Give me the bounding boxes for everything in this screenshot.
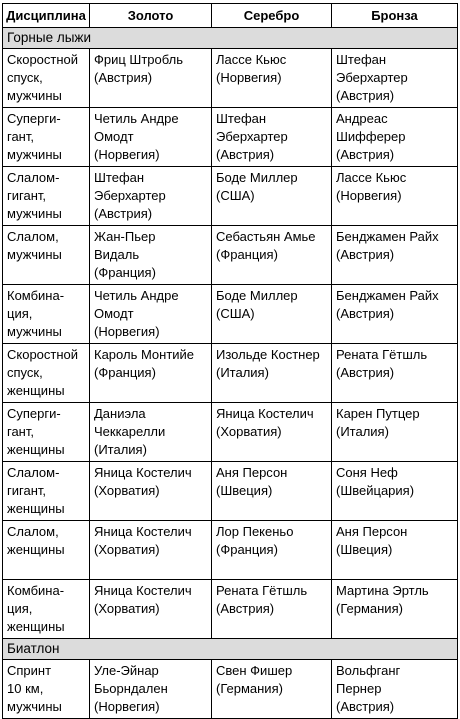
cell-text: Уле-Эйнар Бьорндален (Норвегия) [94,663,168,714]
cell-text: Штефан Эберхартер (Австрия) [216,111,288,162]
cell-text: Суперги- гант, женщины [7,406,65,457]
cell-text: Комбина- ция, мужчины [7,288,65,339]
cell-text: Рената Гётшль (Австрия) [216,583,308,616]
silver-cell [212,403,332,462]
table-row [3,660,458,719]
cell-text: Комбина- ция, женщины [7,583,65,634]
discipline-cell [3,580,90,639]
table-row [3,344,458,403]
cell-text: Изольде Костнер (Италия) [216,347,320,380]
silver-cell [212,167,332,226]
cell-text: Жан-Пьер Видаль (Франция) [94,229,156,280]
gold-cell [90,344,212,403]
discipline-cell [3,167,90,226]
cell-text: Боде Миллер (США) [216,170,298,203]
cell-text: Слалом- гигант, мужчины [7,170,62,221]
bronze-cell [332,49,458,108]
silver-cell [212,462,332,521]
header-gold: Золото [90,4,212,28]
silver-cell [212,344,332,403]
cell-text: Кароль Монтийе (Франция) [94,347,195,380]
header-bronze: Бронза [332,4,458,28]
silver-cell [212,285,332,344]
gold-cell [90,403,212,462]
header-silver: Серебро [212,4,332,28]
cell-text: Яница Костелич (Хорватия) [94,583,192,616]
cell-text: Рената Гётшль (Австрия) [336,347,428,380]
cell-text: Спринт 10 км, мужчины [7,663,62,714]
cell-text: Бенджамен Райх (Австрия) [336,288,439,321]
section-row [3,28,458,49]
cell-text: Себастьян Амье (Франция) [216,229,316,262]
cell-text: Даниэла Чеккарелли (Италия) [94,406,166,457]
cell-text: Яница Костелич (Хорватия) [216,406,314,439]
section-title: Биатлон [3,639,458,660]
bronze-cell [332,403,458,462]
gold-cell [90,660,212,719]
cell-text: Слалом, женщины [7,524,65,557]
bronze-cell [332,580,458,639]
gold-cell [90,167,212,226]
cell-text: Андреас Шифферер (Австрия) [336,111,406,162]
bronze-cell [332,344,458,403]
header-row [3,4,458,28]
discipline-cell [3,660,90,719]
cell-text: Слалом- гигант, женщины [7,465,65,516]
table-row [3,167,458,226]
bronze-cell [332,660,458,719]
table-row [3,49,458,108]
gold-cell [90,580,212,639]
table-row [3,462,458,521]
section-title: Горные лыжи [3,28,458,49]
silver-cell [212,108,332,167]
discipline-cell [3,344,90,403]
medal-table-container [2,3,457,719]
discipline-cell [3,226,90,285]
cell-text: Боде Миллер (США) [216,288,298,321]
bronze-cell [332,167,458,226]
bronze-cell [332,285,458,344]
cell-text: Соня Неф (Швейцария) [336,465,415,498]
gold-cell [90,108,212,167]
cell-text: Карен Путцер (Италия) [336,406,420,439]
table-row [3,580,458,639]
cell-text: Лор Пекеньо (Франция) [216,524,294,557]
bronze-cell [332,462,458,521]
cell-text: Четиль Андре Омодт (Норвегия) [94,288,179,339]
cell-text: Лассе Кьюс (Норвегия) [216,52,287,85]
discipline-cell [3,403,90,462]
silver-cell [212,49,332,108]
cell-text: Аня Персон (Швеция) [336,524,408,557]
cell-text: Вольфганг Пернер (Австрия) [336,663,401,714]
cell-text: Яница Костелич (Хорватия) [94,524,192,557]
cell-text: Слалом, мужчины [7,229,62,262]
table-body [3,28,458,719]
cell-text: Мартина Эртль (Германия) [336,583,429,616]
silver-cell [212,521,332,580]
bronze-cell [332,521,458,580]
table-row [3,285,458,344]
discipline-cell [3,521,90,580]
cell-text: Фриц Штробль (Австрия) [94,52,183,85]
cell-text: Скоростной спуск, женщины [7,347,79,398]
discipline-cell [3,462,90,521]
table-row [3,403,458,462]
section-row [3,639,458,660]
cell-text: Скоростной спуск, мужчины [7,52,79,103]
cell-text: Аня Персон (Швеция) [216,465,288,498]
cell-text: Штефан Эберхартер (Австрия) [94,170,166,221]
bronze-cell [332,108,458,167]
discipline-cell [3,285,90,344]
discipline-cell [3,108,90,167]
bronze-cell [332,226,458,285]
header-discipline: Дисциплина [3,4,90,28]
discipline-cell [3,49,90,108]
gold-cell [90,226,212,285]
cell-text: Штефан Эберхартер (Австрия) [336,52,408,103]
gold-cell [90,521,212,580]
cell-text: Лассе Кьюс (Норвегия) [336,170,407,203]
cell-text: Суперги- гант, мужчины [7,111,62,162]
gold-cell [90,462,212,521]
table-row [3,521,458,580]
table-row [3,108,458,167]
silver-cell [212,226,332,285]
medal-table [2,3,458,719]
cell-text: Свен Фишер (Германия) [216,663,293,696]
table-row [3,226,458,285]
gold-cell [90,49,212,108]
silver-cell [212,660,332,719]
silver-cell [212,580,332,639]
cell-text: Яница Костелич (Хорватия) [94,465,192,498]
cell-text: Бенджамен Райх (Австрия) [336,229,439,262]
gold-cell [90,285,212,344]
cell-text: Четиль Андре Омодт (Норвегия) [94,111,179,162]
